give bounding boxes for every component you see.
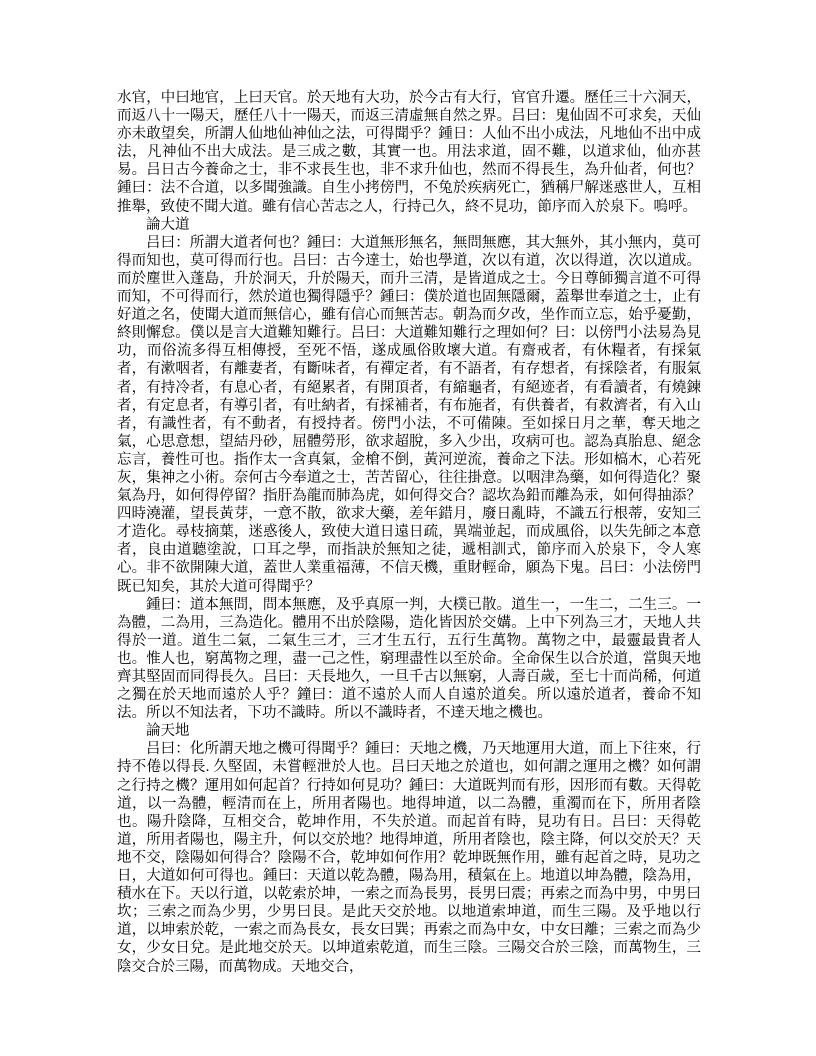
body-paragraph-continuation: 水官，中曰地官，上曰天官。於天地有大功，於今古有大行，官官升遷。歷任三十六洞天，而返八十一陽天，歷任八十一陽天，而返三清虛無自然之界。吕曰：鬼仙固不可求矣，天仙亦未敢望矣，所謂人仙地仙神仙之法，可得聞乎？鍾日：人仙不出小成法，凡地仙不出中成法，凡神仙不出大成法。是三成之數，其實一也。用法求道，固不難，以道求仙，仙亦甚易。吕日古今養命之士，非不求長生也，非不求升仙也，然而不得長生，為升仙者，何也？鍾曰：法不合道，以多聞強識。自生小拷傍門，不兔於疾病死亡，猶稱尸解迷惑世人，互相推舉，致使不聞大道。雖有信心苦志之人，行持己久，終不見功，節序而入於泉下。嗚呼。 <box>117 90 701 215</box>
body-paragraph-lu-question-dao: 吕曰：所謂大道者何也？鍾曰：大道無形無名，無問無應，其大無外，其小無内，莫可得而知也，莫可得而行也。吕曰：古今達士，始也學道，次以有道，次以得道，次以道成。而於塵世入蓬島，升於洞天，升於陽天，而升三清，是皆道成之士。今日尊師獨言道不可得而知，不可得而行，然於道也獨得隱乎？鍾曰：僕於道也固無隱爾，蓋舉世奉道之士，止有好道之名，使聞大道而無信心，雖有信心而無苦志。朝為而夕改，坐作而立忘，始乎憂勤，終則懈怠。僕以是言大道難知難行。吕曰：大道難知難行之理如何？曰：以傍門小法易為見功，而俗流多得互相傳授，至死不悟，遂成風俗敗壞大道。有齋戒者，有休糧者，有採氣者，有漱咽者，有離妻者，有斷味者，有禪定者，有不語者，有存想者，有採陰者，有服氣者，有持冷者，有息心者，有絕累者，有開頂者，有縮龜者，有絕迹者，有看讀者，有燒鍊者，有定息者，有導引者，有吐納者，有採補者，有布施者，有供養者，有救濟者，有入山者，有識性者，有不動者，有授持者。傍門小法，不可備陳。至如採日月之華，奪天地之氣，心思意想，望結丹砂，屈體勞形，欲求超脫，多入少出，攻病可也。認為真胎息、絕念忘言，養性可也。指作太一含真氣，金槍不倒，黃河逆流，養命之下法。形如槁木，心若死灰，集神之小術。奈何古今奉道之士，苦苦留心，往往掛意。以咽津為藥，如何得造化？聚氣為丹，如何得停留？指肝為龍而肺為虎，如何得交合？認坎為鉛而離為汞，如何得抽添？四時澆灌，望長黃芽，一意不散，欲求大藥，差年錯月，廢日亂時，不識五行根蒂，安知三才造化。尋枝摘葉，迷惑後人，致使大道日遠日疏，異端並起，而成風俗，以失先師之本意者，良由道聽塗說，口耳之學，而指訣於無知之徒，遞相訓式，節序而入於泉下，令人寒心。非不欲開陳大道，蓋世人業重福薄，不信天機，重財輕命，願為下鬼。吕曰：小法傍門既已知矣，其於大道可得聞乎？ <box>117 234 701 595</box>
body-paragraph-zhong-answer-dao: 鍾曰：道本無問，問本無應，及乎真原一判，大樸已散。道生一，一生二，二生三。一為體，二為用，三為造化。體用不出於陰陽，造化皆因於交媾。上中下列為三才，天地人共得於一道。道生二氣，二氣生三才，三才生五行，五行生萬物。萬物之中，最靈最貴者人也。惟人也，窮萬物之理，盡一己之性，窮理盡性以至於命。全命保生以合於道，當與天地齊其堅固而同得長久。吕曰：天長地久，一旦千古以無窮，人壽百歲，至七十而尚稀，何道之獨在於天地而遠於人乎？鐘曰：道不遠於人而人自遠於道矣。所以遠於道者，養命不知法。所以不知法者，下功不識時。所以不識時者，不達天地之機也。 <box>117 596 701 722</box>
body-paragraph-tian-di: 吕曰：化所謂天地之機可得聞乎？鍾曰：天地之機，乃天地運用大道，而上下往來，行持不倦以得長. 久堅固，未嘗輕泄於人也。吕曰天地之於道也，如何謂之運用之機？如何謂之行持之機？運用如何起首？行持如何見功？鍾曰：大道既判而有形，因形而有數。天得乾道，以一為體，輕清而在上，所用者陽也。地得坤道，以二為體，重濁而在下，所用者陰也。陽升陰降，互相交合，乾坤作用，不失於道。而起首有時，見功有日。吕曰：天得乾道，所用者陽也，陽主升，何以交於地？地得坤道，所用者陰也，陰主降，何以交於天？天地不交，陰陽如何得合？陰陽不合，乾坤如何作用？乾坤既無作用，雖有起首之時，見功之日，大道如何可得也。鍾曰：天道以乾為體，陽為用，積氣在上。地道以坤為體，陰為用，積水在下。天以行道，以乾索於坤，一索之而為長男，長男曰震；再索之而為中男，中男曰坎；三索之而為少男，少男曰艮。是此天交於地。以地道索坤道，而生三陽。及乎地以行道，以坤索於乾，一索之而為長女，長女曰巽；再索之而為中女，中女曰離；三索之而為少女，少女日兌。是此地交於天。以坤道索乾道，而生三陰。三陽交合於三陰，而萬物生，三陰交合於三陽，而萬物成。天地交合， <box>117 741 701 975</box>
section-heading-lun-da-dao: 論大道 <box>146 216 190 233</box>
document-body <box>117 89 701 976</box>
section-heading-lun-tian-di: 論天地 <box>146 723 190 740</box>
